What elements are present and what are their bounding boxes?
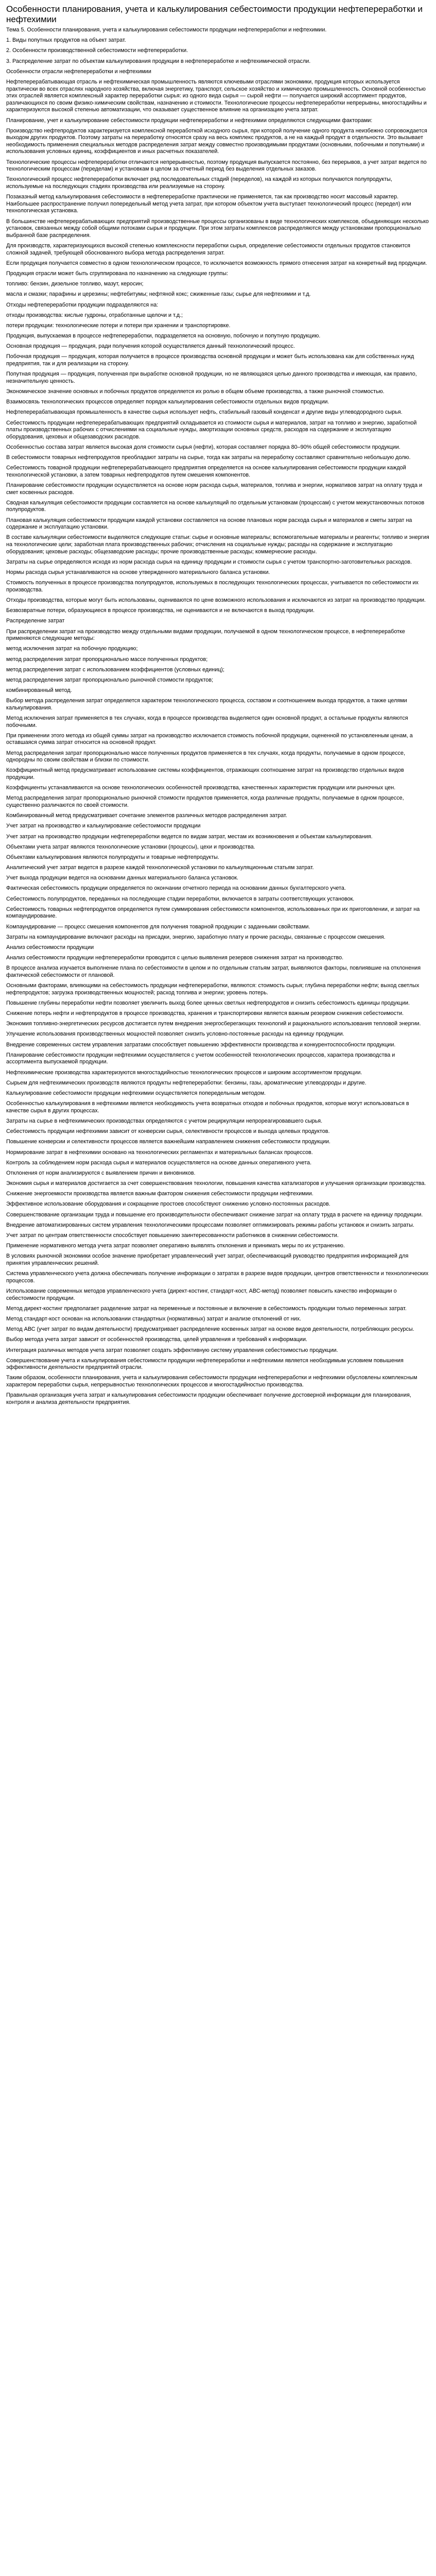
paragraph: Производство нефтепродуктов характеризуется комплексной переработкой исходного сырья, при которой получение одного продукта неизбежно сопровождается выходом других продуктов. Поэтому затраты на переработку относятся сразу на весь комплекс продуктов, а не на каждый продукт в отдельности. Это вызывает необходимость применения специальных методов распределения затрат между совместно производимыми продуктами (основными, побочными и попутными) и использования условных единиц, коэффициентов и иных расчетных показателей. bbox=[6, 127, 427, 155]
paragraph: Распределение затрат bbox=[6, 618, 65, 624]
paragraph: Аналитический учет затрат ведется в разрезе каждой технологической установки по калькуляционным статьям затрат. bbox=[6, 865, 314, 871]
paragraph: Особенностью калькулирования в нефтехимии является необходимость учета возвратных отходов и побочных продуктов, которые могут использоваться в качестве сырья в других процессах. bbox=[6, 1100, 409, 1114]
paragraph: Совершенствование организации труда и повышение его производительности обеспечивают снижение затрат на оплату труда в расчете на единицу продукции. bbox=[6, 1211, 423, 1218]
paragraph: топливо: бензин, дизельное топливо, мазут, керосин; bbox=[6, 281, 144, 287]
paragraph: Планирование, учет и калькулирование себестоимости продукции нефтепереработки и нефтехимии определяются следующими факторами: bbox=[6, 117, 373, 124]
paragraph: масла и смазки; парафины и церезины; нефтебитумы; нефтяной кокс; сжиженные газы; сырье для нефтехимии и т.д. bbox=[6, 291, 311, 298]
paragraph: В большинстве нефтеперерабатывающих предприятий производственные процессы организованы в виде технологических комплексов, объединяющих несколько установок, связанных между собой общими потоками сырья и продукции. При этом затраты комплексов распределяются между установками пропорционально выбранной базе распределения. bbox=[6, 218, 429, 239]
paragraph: отходы производства: кислые гудроны, отработанные щелочи и т.д.; bbox=[6, 312, 183, 318]
paragraph: Экономия сырья и материалов достигается за счет совершенствования технологии, повышения качества катализаторов и улучшения организации производства. bbox=[6, 1180, 426, 1187]
paragraph: Нормирование затрат в нефтехимии основано на технологических регламентах и материальных балансах процессов. bbox=[6, 1149, 313, 1156]
paragraph: Учет затрат на производство продукции нефтепереработки ведется по видам затрат, местам их возникновения и объектам калькулирования. bbox=[6, 833, 373, 840]
paragraph: Экономическое значение основных и побочных продуктов определяется их ролью в общем объеме производства, а также рыночной стоимостью. bbox=[6, 388, 385, 395]
paragraph: Для производств, характеризующихся высокой степенью комплексности переработки сырья, определение себестоимости отдельных продуктов становится сложной задачей, требующей обоснованного выбора метода распределения затрат. bbox=[6, 242, 411, 256]
paragraph: В процессе анализа изучается выполнение плана по себестоимости в целом и по отдельным статьям затрат, выявляются факторы, повлиявшие на отклонения фактической себестоимости от плановой. bbox=[6, 965, 421, 978]
document-title: Особенности планирования, учета и калькулирования себестоимости продукции нефтепереработки и нефтехимии bbox=[6, 4, 423, 24]
paragraph: Учет затрат на производство и калькулирование себестоимости продукции bbox=[6, 823, 201, 829]
paragraph: Взаимосвязь технологических процессов определяет порядок калькулирования себестоимости отдельных видов продукции. bbox=[6, 399, 329, 405]
paragraph: метод распределения затрат с использованием коэффициентов (условных единиц); bbox=[6, 666, 225, 673]
paragraph: Безвозвратные потери, образующиеся в процессе производства, не оцениваются и не включаются в выход продукции. bbox=[6, 607, 315, 614]
paragraph: Коэффициенты устанавливаются на основе технологических особенностей производства, качественных характеристик продукции или рыночных цен. bbox=[6, 785, 396, 791]
paragraph: Метод директ-костинг предполагает разделение затрат на переменные и постоянные и включение в себестоимость продукции только переменных затрат. bbox=[6, 1305, 407, 1312]
paragraph: Метод распределения затрат пропорционально массе полученных продуктов применяется в тех случаях, когда продукты, получаемые в одном процессе, однородны по своим свойствам и близки по стоимости. bbox=[6, 750, 405, 764]
paragraph: потери продукции: технологические потери и потери при хранении и транспортировке. bbox=[6, 322, 231, 329]
paragraph: В себестоимости товарных нефтепродуктов преобладают затраты на сырье, тогда как затраты на переработку составляют сравнительно небольшую долю. bbox=[6, 454, 411, 461]
paragraph: Тема 5. Особенности планирования, учета и калькулирования себестоимости продукции нефтепереработки и нефтехимии. bbox=[6, 27, 327, 33]
paragraph: комбинированный метод. bbox=[6, 687, 72, 694]
paragraph: Использование современных методов управленческого учета (директ-костинг, стандарт-кост, АВС-метод) позволяет повысить качество информации о себестоимости продукции. bbox=[6, 1287, 397, 1301]
paragraph: Плановая калькуляция себестоимости продукции каждой установки составляется на основе плановых норм расхода сырья и материалов и сметы затрат на содержание и эксплуатацию установки. bbox=[6, 517, 412, 531]
paragraph: Учет выхода продукции ведется на основании данных материального баланса установок. bbox=[6, 875, 239, 882]
paragraph: Снижение потерь нефти и нефтепродуктов в процессе производства, хранения и транспортировки является важным резервом снижения себестоимости. bbox=[6, 1010, 404, 1017]
paragraph: Анализ себестоимости продукции bbox=[6, 944, 94, 951]
paragraph: Нефтехимические производства характеризуются многостадийностью технологических процессов и широким ассортиментом продукции. bbox=[6, 1069, 362, 1076]
document-body bbox=[6, 27, 430, 1406]
paragraph: Нормы расхода сырья устанавливаются на основе утвержденного материального баланса установки. bbox=[6, 569, 270, 575]
paragraph: Метод АВС (учет затрат по видам деятельности) предусматривает распределение косвенных затрат на основе видов деятельности, потребляющих ресурсы. bbox=[6, 1326, 414, 1333]
paragraph: Комбинированный метод предусматривает сочетание элементов различных методов распределения затрат. bbox=[6, 812, 287, 819]
paragraph: Правильная организация учета затрат и калькулирования себестоимости продукции обеспечивает получение достоверной информации для планирования, контроля и анализа деятельности предприятия. bbox=[6, 1392, 411, 1405]
paragraph: Себестоимость продукции нефтехимии зависит от конверсии сырья, селективности процессов и выхода целевых продуктов. bbox=[6, 1128, 330, 1135]
paragraph: Внедрение современных систем управления затратами способствует повышению эффективности производства и конкурентоспособности продукции. bbox=[6, 1041, 396, 1048]
paragraph: Совершенствование учета и калькулирования себестоимости продукции нефтепереработки и нефтехимии является необходимым условием повышения эффективности деятельности предприятий отрасли. bbox=[6, 1357, 404, 1371]
paragraph: Отходы нефтепереработки продукции подразделяются на: bbox=[6, 301, 159, 308]
paragraph: Нефтеперерабатывающая промышленность в качестве сырья использует нефть, стабильный газовый конденсат и другие виды углеводородного сырья. bbox=[6, 409, 403, 416]
paragraph: 3. Распределение затрат по объектам калькулирования продукции в нефтепереработке и нефтехимической отрасли. bbox=[6, 58, 311, 64]
paragraph: Выбор метода учета затрат зависит от особенностей производства, целей управления и требований к информации. bbox=[6, 1336, 307, 1343]
paragraph: Себестоимость товарных нефтепродуктов определяется путем суммирования себестоимости компонентов, использованных при их приготовлении, и затрат на компаундирование. bbox=[6, 906, 420, 920]
paragraph: метод распределения затрат пропорционально рыночной стоимости продуктов; bbox=[6, 676, 214, 683]
paragraph: Эффективное использование оборудования и сокращение простоев способствуют снижению условно-постоянных расходов. bbox=[6, 1201, 330, 1208]
paragraph: Особенностью состава затрат является высокая доля стоимости сырья (нефти), которая составляет порядка 80–90% общей себестоимости продукции. bbox=[6, 444, 400, 450]
paragraph: Метод стандарт-кост основан на использовании стандартных (нормативных) затрат и анализе отклонений от них. bbox=[6, 1315, 302, 1322]
paragraph: Экономия топливно-энергетических ресурсов достигается путем внедрения энергосберегающих технологий и рационального использования тепловой энергии. bbox=[6, 1021, 421, 1027]
paragraph: В условиях рыночной экономики особое значение приобретает управленческий учет затрат, обеспечивающий руководство предприятия информацией для принятия управленческих решений. bbox=[6, 1253, 409, 1266]
paragraph: Калькулирование себестоимости продукции нефтехимии осуществляется попередельным методом. bbox=[6, 1090, 266, 1096]
paragraph: Повышение конверсии и селективности процессов является важнейшим направлением снижения себестоимости продукции. bbox=[6, 1139, 331, 1145]
paragraph: Технологический процесс нефтепереработки включает ряд последовательных стадий (переделов), на каждой из которых получаются полупродукты, используемые на последующих стадиях производства или реализуемые на сторону. bbox=[6, 176, 392, 190]
paragraph: Отходы производства, которые могут быть использованы, оцениваются по цене возможного использования и исключаются из затрат на производство продукции. bbox=[6, 597, 426, 603]
paragraph: 2. Особенности производственной себестоимости нефтепереработки. bbox=[6, 47, 188, 54]
paragraph: Планирование себестоимости продукции нефтехимии осуществляется с учетом особенностей технологических процессов, характера производства и ассортимента выпускаемой продукции. bbox=[6, 1052, 395, 1065]
paragraph: Интеграция различных методов учета затрат позволяет создать эффективную систему управления себестоимостью продукции. bbox=[6, 1347, 338, 1353]
paragraph: Сводная калькуляция себестоимости продукции составляется на основе калькуляций по отдельным установкам (процессам) с учетом межустановочных потоков полупродуктов. bbox=[6, 499, 425, 513]
paragraph: Основная продукция — продукция, ради получения которой осуществляется данный технологический процесс. bbox=[6, 343, 295, 350]
paragraph: Технологические процессы нефтепереработки отличаются непрерывностью, поэтому продукция выпускается постоянно, без перерывов, а учет затрат ведется по технологическим процессам (переделам) и установкам в целом за отчетный период без выделения отдельных заказов. bbox=[6, 159, 427, 173]
paragraph: Стоимость полученных в процессе производства полупродуктов, используемых в последующих технологических процессах, учитывается по себестоимости их производства. bbox=[6, 580, 419, 593]
paragraph: Планирование себестоимости продукции осуществляется на основе норм расхода сырья, материалов, топлива и энергии, нормативов затрат на оплату труда и смет косвенных расходов. bbox=[6, 482, 423, 496]
paragraph: Метод исключения затрат применяется в тех случаях, когда в процессе производства выделяется один основной продукт, а остальные продукты являются побочными. bbox=[6, 715, 408, 728]
paragraph: метод исключения затрат на побочную продукцию; bbox=[6, 646, 138, 652]
paragraph: 1. Виды попутных продуктов на объект затрат. bbox=[6, 37, 126, 44]
paragraph: При применении этого метода из общей суммы затрат на производство исключается стоимость побочной продукции, оцененной по установленным ценам, а оставшаяся сумма затрат относится на основной продукт. bbox=[6, 732, 413, 746]
paragraph: В составе калькуляции себестоимости выделяются следующие статьи: сырье и основные материалы; вспомогательные материалы и реагенты; топливо и энергия на технологические цели; заработная плата производственных рабочих; отчисления на социальные нужды; расходы на содержание и эксплуатацию оборудования; цеховые расходы; общезаводские расходы; прочие производственные расходы; коммерческие расходы. bbox=[6, 534, 429, 555]
paragraph: Повышение глубины переработки нефти позволяет увеличить выход более ценных светлых нефтепродуктов и снизить себестоимость единицы продукции. bbox=[6, 999, 410, 1006]
paragraph: Нефтеперерабатывающая отрасль и нефтехимическая промышленность являются ключевыми отраслями экономики, продукция которых используется практически во всех отраслях народного хозяйства, включая энергетику, транспорт, сельское хозяйство и химическую промышленность. Основной особенностью этих отраслей является комплексный характер переработки сырья: из одного вида сырья — сырой нефти — получается широкий ассортимент продуктов, различающихся по своим физико-химическим свойствам, назначению и стоимости. Технологические процессы нефтепереработки непрерывны, многостадийны и характеризуются высокой степенью автоматизации, что оказывает существенное влияние на организацию учета затрат. bbox=[6, 78, 427, 113]
paragraph: Анализ себестоимости продукции нефтепереработки проводится с целью выявления резервов снижения затрат на производство. bbox=[6, 955, 344, 961]
paragraph: Компаундирование — процесс смешения компонентов для получения товарной продукции с заданными свойствами. bbox=[6, 923, 310, 930]
paragraph: Позаказный метод калькулирования себестоимости в нефтепереработке практически не применяется, так как производство носит массовый характер. Наибольшее распространение получил попередельный метод учета затрат, при котором объектом учета выступает технологический процесс (передел) или технологическая установка. bbox=[6, 194, 411, 214]
paragraph: Объектами учета затрат являются технологические установки (процессы), цехи и производства. bbox=[6, 843, 255, 850]
paragraph: Себестоимость продукции нефтеперерабатывающих предприятий складывается из стоимости сырья и материалов, затрат на топливо и энергию, заработной платы производственных рабочих с отчислениями на социальные нужды, амортизации основных средств, расходов на содержание и эксплуатацию оборудования, цеховых и общезаводских расходов. bbox=[6, 419, 417, 440]
paragraph: Внедрение автоматизированных систем управления технологическими процессами позволяет оптимизировать режимы работы установок и снизить затраты. bbox=[6, 1222, 414, 1228]
paragraph: Отклонения от норм анализируются с выявлением причин и виновников. bbox=[6, 1170, 196, 1176]
paragraph: метод распределения затрат пропорционально массе полученных продуктов; bbox=[6, 656, 208, 663]
paragraph: Побочная продукция — продукция, которая получается в процессе производства основной продукции и может быть использована как для собственных нужд предприятия, так и для реализации на сторону. bbox=[6, 353, 414, 367]
paragraph: Продукция отрасли может быть сгруппирована по назначению на следующие группы: bbox=[6, 270, 228, 277]
paragraph: Основными факторами, влияющими на себестоимость продукции нефтепереработки, являются: стоимость сырья; глубина переработки нефти; выход светлых нефтепродуктов; загрузка производственных мощностей; расход топлива и энергии; уровень потерь. bbox=[6, 982, 420, 996]
paragraph: Если продукция получается совместно в одном технологическом процессе, то исключается возможность прямого отнесения затрат на конкретный вид продукции. bbox=[6, 260, 427, 266]
paragraph: Затраты на компаундирование включают расходы на присадки, энергию, заработную плату и прочие расходы, связанные с процессом смешения. bbox=[6, 934, 386, 940]
paragraph: Снижение энергоемкости производства является важным фактором снижения себестоимости продукции нефтехимии. bbox=[6, 1191, 313, 1197]
paragraph: Продукция, выпускаемая в процессе нефтепереработки, подразделяется на основную, побочную и попутную продукцию. bbox=[6, 333, 321, 340]
paragraph: Улучшение использования производственных мощностей позволяет снизить условно-постоянные расходы на единицу продукции. bbox=[6, 1031, 344, 1038]
paragraph: Учет затрат по центрам ответственности способствует повышению заинтересованности работников в снижении себестоимости. bbox=[6, 1232, 339, 1239]
paragraph: Объектами калькулирования являются полупродукты и товарные нефтепродукты. bbox=[6, 854, 219, 860]
paragraph: Затраты на сырье определяются исходя из норм расхода сырья на единицу продукции и стоимости сырья с учетом транспортно-заготовительных расходов. bbox=[6, 558, 412, 565]
paragraph: Таким образом, особенности планирования, учета и калькулирования себестоимости продукции нефтепереработки и нефтехимии обусловлены комплексным характером переработки сырья, непрерывностью технологических процессов и многостадийностью производства. bbox=[6, 1375, 417, 1388]
paragraph: Себестоимость полупродуктов, переданных на последующие стадии переработки, включается в затраты соответствующих установок. bbox=[6, 895, 355, 902]
paragraph: Затраты на сырье в нефтехимических производствах определяются с учетом рециркуляции непрореагировавшего сырья. bbox=[6, 1117, 323, 1124]
paragraph: При распределении затрат на производство между отдельными видами продукции, получаемой в одном технологическом процессе, в нефтепереработке применяются следующие методы: bbox=[6, 628, 405, 642]
paragraph: Фактическая себестоимость продукции определяется по окончании отчетного периода на основании данных бухгалтерского учета. bbox=[6, 885, 346, 892]
paragraph: Сырьем для нефтехимических производств являются продукты нефтепереработки: бензины, газы, ароматические углеводороды и другие. bbox=[6, 1079, 367, 1086]
paragraph: Коэффициентный метод предусматривает использование системы коэффициентов, отражающих соотношение затрат на производство отдельных видов продукции. bbox=[6, 767, 404, 781]
paragraph: Метод распределения затрат пропорционально рыночной стоимости продуктов применяется, когда различные продукты, получаемые в одном процессе, существенно различаются по своей стоимости. bbox=[6, 795, 404, 808]
paragraph: Попутная продукция — продукция, полученная при выработке основной продукции, но не являющаяся целью данного производства и имеющая, как правило, незначительную ценность. bbox=[6, 371, 417, 384]
paragraph: Система управленческого учета должна обеспечивать получение информации о затратах в разрезе видов продукции, центров ответственности и технологических процессов. bbox=[6, 1270, 429, 1284]
paragraph: Выбор метода распределения затрат определяется характером технологического процесса, составом и соотношением выхода продуктов, а также целями калькулирования. bbox=[6, 698, 407, 711]
paragraph: Применение нормативного метода учета затрат позволяет оперативно выявлять отклонения и принимать меры по их устранению. bbox=[6, 1243, 345, 1249]
paragraph: Контроль за соблюдением норм расхода сырья и материалов осуществляется на основе данных оперативного учета. bbox=[6, 1159, 312, 1166]
paragraph: Себестоимость товарной продукции нефтеперерабатывающего предприятия определяется на основе калькулирования себестоимости продукции каждой технологической установки, а затем товарных нефтепродуктов путем смешения компонентов. bbox=[6, 465, 406, 478]
paragraph: Особенности отрасли нефтепереработки и нефтехимии bbox=[6, 68, 151, 75]
